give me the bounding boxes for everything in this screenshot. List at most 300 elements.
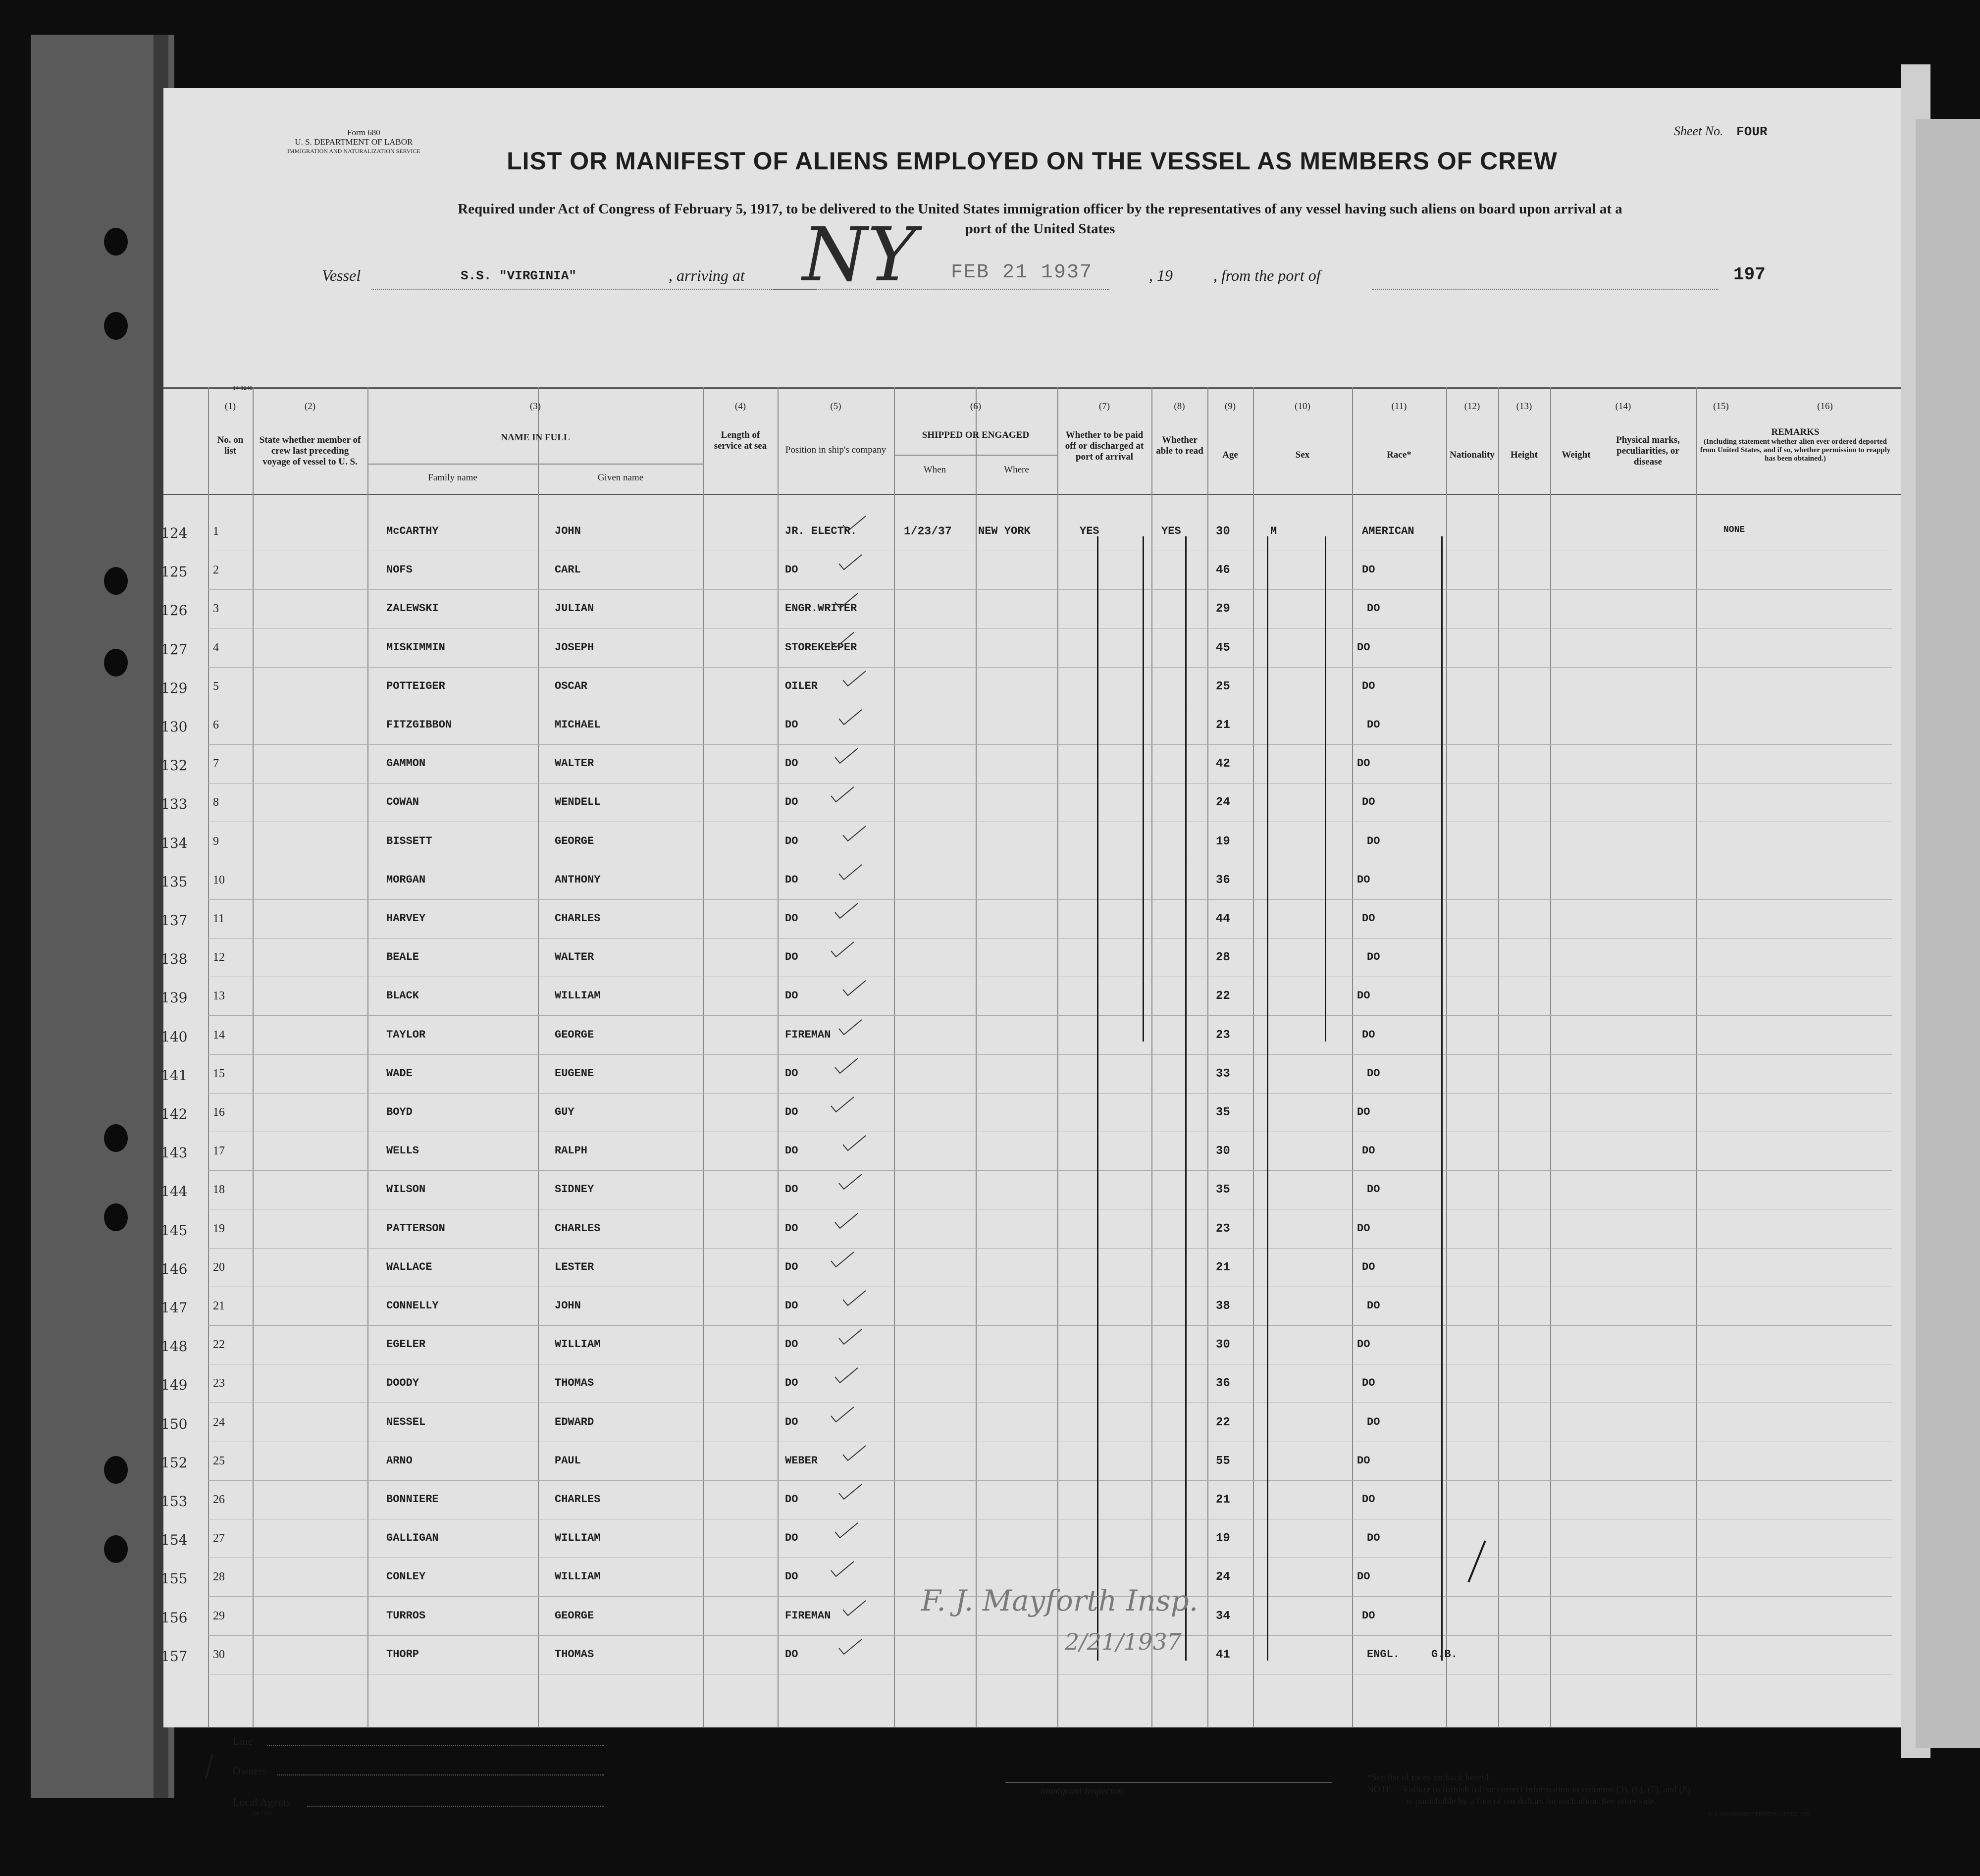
race: DO (1367, 1532, 1380, 1545)
check-mark-icon (838, 709, 863, 727)
race: DO (1367, 951, 1380, 964)
race: DO (1362, 679, 1375, 692)
given-name: WALTER (555, 951, 594, 964)
col-header-able-to-read: Whether able to read (1156, 435, 1203, 456)
ditto-line (1097, 536, 1098, 1661)
name-subheader-rule (367, 464, 703, 465)
row-list-number: 9 (213, 834, 219, 848)
ditto-line (1325, 536, 1326, 1042)
age: 24 (1216, 796, 1230, 810)
column-rule (1057, 387, 1058, 1727)
row-list-number: 23 (213, 1377, 225, 1390)
row-list-number: 29 (213, 1609, 225, 1622)
col-number: (16) (1817, 401, 1833, 412)
position: DO (785, 1532, 798, 1545)
col-number: (12) (1464, 401, 1480, 412)
position: FIREMAN (785, 1609, 831, 1622)
position: DO (785, 757, 798, 770)
row-reference-number: 134 (161, 834, 188, 851)
row-list-number: 11 (213, 912, 225, 925)
position: DO (785, 1648, 798, 1661)
subtitle (223, 199, 1857, 239)
position: ENGR.WRITER (785, 602, 857, 615)
col-header-shipped: SHIPPED OR ENGAGED (922, 430, 1030, 440)
col-header-family-name: Family name (428, 472, 477, 483)
age: 30 (1216, 525, 1230, 538)
age: 24 (1216, 1570, 1230, 1584)
check-mark-icon (842, 980, 867, 997)
age: 35 (1216, 1183, 1230, 1197)
row-reference-number: 125 (161, 564, 188, 580)
column-rule (894, 387, 895, 1727)
row-list-number: 24 (213, 1415, 225, 1429)
col-header-weight: Weight (1562, 450, 1591, 460)
col-header-given-name: Given name (597, 472, 644, 483)
check-mark-icon (834, 747, 859, 765)
family-name: EGELER (386, 1338, 426, 1351)
age: 19 (1216, 834, 1230, 848)
from-label: , from the port of (1213, 266, 1321, 284)
given-name: CHARLES (555, 1493, 601, 1506)
col-number: (7) (1098, 401, 1110, 412)
age: 22 (1216, 990, 1230, 1003)
position: DO (785, 1570, 798, 1583)
col-header-position: Position in ship's company (785, 445, 886, 455)
family-name: COWAN (386, 796, 419, 809)
family-name: BOYD (386, 1106, 413, 1118)
position: DO (785, 951, 798, 964)
family-name: DOODY (386, 1377, 419, 1390)
check-mark-icon (838, 1328, 863, 1346)
row-rule (208, 667, 1892, 668)
given-name: RALPH (555, 1145, 588, 1157)
binder-hole (104, 1124, 128, 1152)
given-name: GEORGE (555, 1028, 594, 1041)
position: DO (785, 990, 798, 1002)
position: DO (785, 1415, 798, 1428)
col-header-paid-off: Whether to be paid off or discharged at port of arrival (1065, 430, 1144, 462)
check-mark-icon (834, 1212, 859, 1230)
row-list-number: 7 (213, 757, 219, 771)
row-rule (208, 1325, 1892, 1326)
column-rule (1550, 387, 1551, 1727)
row-reference-number: 145 (161, 1222, 188, 1239)
family-name: NOFS (386, 564, 413, 576)
row-list-number: 18 (213, 1183, 225, 1197)
footer (163, 1727, 1901, 1876)
row-list-number: 19 (213, 1222, 225, 1235)
column-rule (208, 387, 209, 1727)
age: 36 (1216, 1377, 1230, 1391)
sheet-value: FOUR (1736, 124, 1768, 139)
ink-mark (205, 1755, 213, 1779)
position: DO (785, 1145, 798, 1157)
row-list-number: 15 (213, 1067, 225, 1080)
race-note: *See list of races on back hereof. (1367, 1772, 1492, 1783)
age: 21 (1216, 1260, 1230, 1274)
position: DO (785, 564, 798, 576)
column-rule (1498, 387, 1499, 1727)
form-number: Form 680 (347, 128, 380, 137)
check-mark-icon (842, 825, 867, 843)
age: 33 (1216, 1067, 1230, 1081)
race: DO (1357, 990, 1370, 1002)
race: DO (1362, 1145, 1375, 1157)
given-name: CARL (555, 564, 581, 576)
col-header-sex: Sex (1295, 450, 1310, 460)
family-name: WADE (386, 1067, 413, 1080)
binder-strip (31, 35, 174, 1798)
position: DO (785, 1260, 798, 1273)
family-name: BLACK (386, 990, 419, 1002)
row-reference-number: 127 (161, 641, 188, 658)
given-name: WALTER (555, 757, 594, 770)
sheet-label: Sheet No. (1674, 124, 1723, 138)
row-list-number: 21 (213, 1300, 225, 1312)
race: DO (1362, 564, 1375, 576)
column-rule (976, 387, 977, 1727)
age: 55 (1216, 1454, 1230, 1468)
race: DO (1367, 834, 1380, 847)
age: 41 (1216, 1648, 1230, 1662)
row-rule (208, 744, 1892, 745)
col-number: (6) (970, 401, 982, 412)
nationality: G.B. (1431, 1648, 1458, 1661)
age: 21 (1216, 719, 1230, 732)
col-header-physical-marks: Physical marks, peculiarities, or disease (1616, 435, 1680, 467)
check-mark-icon (830, 1251, 855, 1269)
age: 46 (1216, 564, 1230, 577)
family-name: ZALEWSKI (386, 602, 439, 615)
row-reference-number: 143 (161, 1145, 188, 1161)
family-name: PATTERSON (386, 1222, 445, 1235)
family-name: MISKIMMIN (386, 641, 445, 654)
row-rule (208, 1480, 1892, 1481)
col-number: (9) (1224, 401, 1236, 412)
position: JR. ELECTR. (785, 525, 857, 537)
given-name: WENDELL (555, 796, 601, 809)
column-rule (1253, 387, 1254, 1727)
given-name: JULIAN (555, 602, 594, 615)
subtitle-line-2: port of the United States (965, 221, 1115, 237)
check-mark-icon (838, 1019, 863, 1037)
row-list-number: 6 (213, 719, 219, 731)
page-title: LIST OR MANIFEST OF ALIENS EMPLOYED ON THE VESSEL AS MEMBERS OF CREW (507, 147, 1558, 175)
row-reference-number: 130 (161, 719, 188, 735)
ditto-line (1441, 536, 1443, 1661)
row-rule (208, 1093, 1892, 1094)
row-list-number: 20 (213, 1260, 225, 1274)
check-mark-icon (842, 1135, 867, 1152)
age: 22 (1216, 1415, 1230, 1429)
age: 38 (1216, 1300, 1230, 1313)
arriving-label: , arriving at (669, 266, 745, 284)
race: DO (1357, 1106, 1370, 1118)
row-reference-number: 140 (161, 1028, 188, 1045)
given-name: WILLIAM (555, 1570, 601, 1583)
row-list-number: 25 (213, 1454, 225, 1467)
race: AMERICAN (1362, 525, 1414, 537)
race: DO (1362, 1028, 1375, 1041)
race: DO (1362, 912, 1375, 925)
given-name: LESTER (555, 1260, 594, 1273)
binder-hole (104, 567, 128, 595)
check-mark-icon (842, 1600, 867, 1617)
check-mark-icon (830, 786, 855, 804)
check-mark-icon (834, 1057, 859, 1075)
family-name: BISSETT (386, 834, 432, 847)
position: WEBER (785, 1454, 818, 1467)
row-list-number: 13 (213, 990, 225, 1003)
family-name: BEALE (386, 951, 419, 964)
ditto-line (1267, 536, 1268, 1661)
printer-imprint: U. S. GOVERNMENT PRINTING OFFICE: 1935 (1709, 1812, 1810, 1817)
binder-hole (104, 228, 128, 256)
form-code: 14-1240 (233, 384, 253, 391)
given-name: EUGENE (555, 1067, 594, 1080)
age: 23 (1216, 1028, 1230, 1042)
shipped-when: 1/23/37 (904, 525, 952, 538)
row-reference-number: 147 (161, 1300, 188, 1316)
race: DO (1362, 1609, 1375, 1622)
row-reference-number: 154 (161, 1532, 188, 1549)
given-name: SIDNEY (555, 1183, 594, 1196)
age: 30 (1216, 1145, 1230, 1158)
remarks: NONE (1723, 525, 1745, 535)
col-number: (3) (529, 401, 541, 412)
given-name: GEORGE (555, 834, 594, 847)
position: DO (785, 1067, 798, 1080)
binder-hole (104, 312, 128, 340)
row-reference-number: 148 (161, 1338, 188, 1355)
row-list-number: 22 (213, 1338, 225, 1352)
given-name: CHARLES (555, 1222, 601, 1235)
local-agents-field (307, 1806, 604, 1807)
row-reference-number: 129 (161, 679, 188, 696)
row-list-number: 27 (213, 1532, 225, 1545)
row-list-number: 26 (213, 1493, 225, 1506)
penalty-note-2: is punishable by a fine of ten dollars for each alien. See other side. (1407, 1796, 1657, 1807)
position: DO (785, 796, 798, 809)
line-field (267, 1745, 604, 1746)
year-label: , 19 (1149, 266, 1173, 284)
race: DO (1357, 757, 1370, 770)
age: 25 (1216, 679, 1230, 693)
col-header-nationality: Nationality (1450, 450, 1495, 460)
col-header-where: Where (1004, 465, 1029, 475)
check-mark-icon (842, 515, 867, 533)
row-reference-number: 156 (161, 1609, 188, 1626)
race: DO (1367, 1067, 1380, 1080)
line-label: Line (233, 1735, 253, 1747)
race: DO (1357, 1570, 1370, 1583)
age: 30 (1216, 1338, 1230, 1352)
check-mark-icon (834, 1367, 859, 1385)
race: DO (1357, 873, 1370, 886)
position: DO (785, 873, 798, 886)
col-number: (13) (1516, 401, 1532, 412)
check-mark-icon (838, 1483, 863, 1501)
position: DO (785, 834, 798, 847)
col-header-length-of-service: Length of service at sea (714, 430, 767, 451)
sex: M (1270, 525, 1277, 537)
family-name: WELLS (386, 1145, 419, 1157)
race: DO (1367, 1300, 1380, 1312)
check-mark-icon (834, 592, 859, 610)
row-reference-number: 144 (161, 1183, 188, 1200)
row-reference-number: 150 (161, 1415, 188, 1432)
able-to-read: YES (1161, 525, 1181, 537)
given-name: CHARLES (555, 912, 601, 925)
position: DO (785, 1222, 798, 1235)
family-name: POTTEIGER (386, 679, 445, 692)
check-mark-icon (830, 1096, 855, 1114)
family-name: BONNIERE (386, 1493, 439, 1506)
binder-hole (104, 1456, 128, 1484)
position: DO (785, 1106, 798, 1118)
column-rule (1151, 387, 1152, 1727)
check-mark-icon (830, 631, 855, 649)
row-reference-number: 138 (161, 951, 188, 968)
check-mark-icon (838, 1638, 863, 1656)
row-list-number: 28 (213, 1570, 225, 1584)
check-mark-icon (830, 1406, 855, 1424)
given-name: GUY (555, 1106, 574, 1118)
given-name: JOHN (555, 1300, 581, 1312)
col-header-age: Age (1222, 450, 1238, 460)
binder-hole (104, 1203, 128, 1231)
row-reference-number: 133 (161, 796, 188, 813)
col-number: (5) (830, 401, 841, 412)
row-reference-number: 135 (161, 873, 188, 890)
binder-hole (104, 1535, 128, 1563)
col-number: (15) (1713, 401, 1729, 412)
given-name: JOSEPH (555, 641, 594, 654)
row-list-number: 30 (213, 1648, 225, 1661)
age: 45 (1216, 641, 1230, 655)
race: DO (1357, 1222, 1370, 1235)
race: DO (1362, 1377, 1375, 1390)
column-rule (367, 387, 368, 1727)
age: 36 (1216, 873, 1230, 887)
ink-tick (1467, 1541, 1486, 1583)
row-reference-number: 152 (161, 1454, 188, 1471)
ditto-line (1185, 536, 1187, 1661)
position: DO (785, 1377, 798, 1390)
manifest-sheet (161, 88, 1901, 1817)
family-name: CONNELLY (386, 1300, 439, 1312)
subtitle-line-1: Required under Act of Congress of February 5, 1917, to be delivered to the United States immigration officer by the representatives of any vessel having such aliens on board upon arrival at a (458, 201, 1622, 217)
row-list-number: 5 (213, 679, 219, 693)
adjacent-sheet (1916, 119, 1980, 1748)
local-agents-label: Local Agents (233, 1796, 291, 1808)
col-header-no: No. on list (217, 435, 244, 456)
row-rule (208, 1054, 1892, 1055)
col-number: (2) (304, 401, 316, 412)
col-header-when: When (923, 465, 946, 475)
race: DO (1367, 719, 1380, 731)
race: DO (1367, 1415, 1380, 1428)
given-name: OSCAR (555, 679, 588, 692)
row-reference-number: 157 (161, 1648, 188, 1665)
footer-form-code: 14-1240 (253, 1810, 272, 1817)
row-list-number: 3 (213, 602, 219, 616)
age: 44 (1216, 912, 1230, 926)
col-header-race: Race* (1387, 450, 1411, 460)
row-reference-number: 141 (161, 1067, 188, 1084)
footer-notes (1367, 1772, 1690, 1808)
check-mark-icon (834, 902, 859, 920)
page-number: 197 (1733, 264, 1766, 285)
penalty-note-1: NOTE.—Failure to furnish full or correct information in columns (3), (6), (7), and (8) (1367, 1784, 1690, 1795)
row-reference-number: 132 (161, 757, 188, 774)
col-header-previous-voyage: State whether member of crew last preceding voyage of vessel to U. S. (259, 435, 361, 467)
row-reference-number: 126 (161, 602, 188, 619)
row-reference-number: 137 (161, 912, 188, 929)
col-number: (11) (1391, 401, 1407, 412)
column-rule (703, 387, 704, 1727)
family-name: TURROS (386, 1609, 426, 1622)
given-name: WILLIAM (555, 1338, 601, 1351)
binder-hole (104, 649, 128, 677)
vessel-name: S.S. "VIRGINIA" (461, 268, 577, 283)
race: DO (1357, 641, 1370, 654)
date-stamp: FEB 21 1937 (951, 261, 1093, 284)
position: DO (785, 912, 798, 925)
col-number: (1) (224, 401, 236, 412)
position: DO (785, 1493, 798, 1506)
row-list-number: 10 (213, 873, 225, 886)
row-list-number: 17 (213, 1145, 225, 1158)
race: DO (1367, 1183, 1380, 1196)
shipped-subheader-rule (894, 455, 1057, 456)
row-reference-number: 149 (161, 1377, 188, 1394)
age: 42 (1216, 757, 1230, 771)
family-name: MORGAN (386, 873, 426, 886)
age: 23 (1216, 1222, 1230, 1236)
row-reference-number: 124 (161, 525, 188, 541)
race: ENGL. (1367, 1648, 1400, 1661)
col-header-name: NAME IN FULL (501, 432, 570, 443)
family-name: GAMMON (386, 757, 426, 770)
check-mark-icon (842, 670, 867, 688)
ditto-line (1143, 536, 1144, 1042)
row-reference-number: 142 (161, 1106, 188, 1122)
family-name: ARNO (386, 1454, 413, 1467)
family-name: GALLIGAN (386, 1532, 439, 1545)
paid-off: YES (1080, 525, 1099, 537)
family-name: CONLEY (386, 1570, 426, 1583)
signature-date: 2/21/1937 (1065, 1628, 1182, 1655)
owners-field (277, 1774, 604, 1775)
race: DO (1362, 1493, 1375, 1506)
vessel-line (371, 289, 817, 290)
position: DO (785, 1300, 798, 1312)
check-mark-icon (834, 1522, 859, 1540)
age: 34 (1216, 1609, 1230, 1623)
race: DO (1357, 1454, 1370, 1467)
col-number: (14) (1615, 401, 1631, 412)
family-name: WILSON (386, 1183, 426, 1196)
position: DO (785, 1183, 798, 1196)
column-rule (253, 387, 254, 1727)
position: OILER (785, 679, 818, 692)
row-rule (208, 589, 1892, 590)
col-number: (8) (1174, 401, 1185, 412)
age: 19 (1216, 1532, 1230, 1546)
row-reference-number: 153 (161, 1493, 188, 1510)
check-mark-icon (830, 1561, 855, 1578)
